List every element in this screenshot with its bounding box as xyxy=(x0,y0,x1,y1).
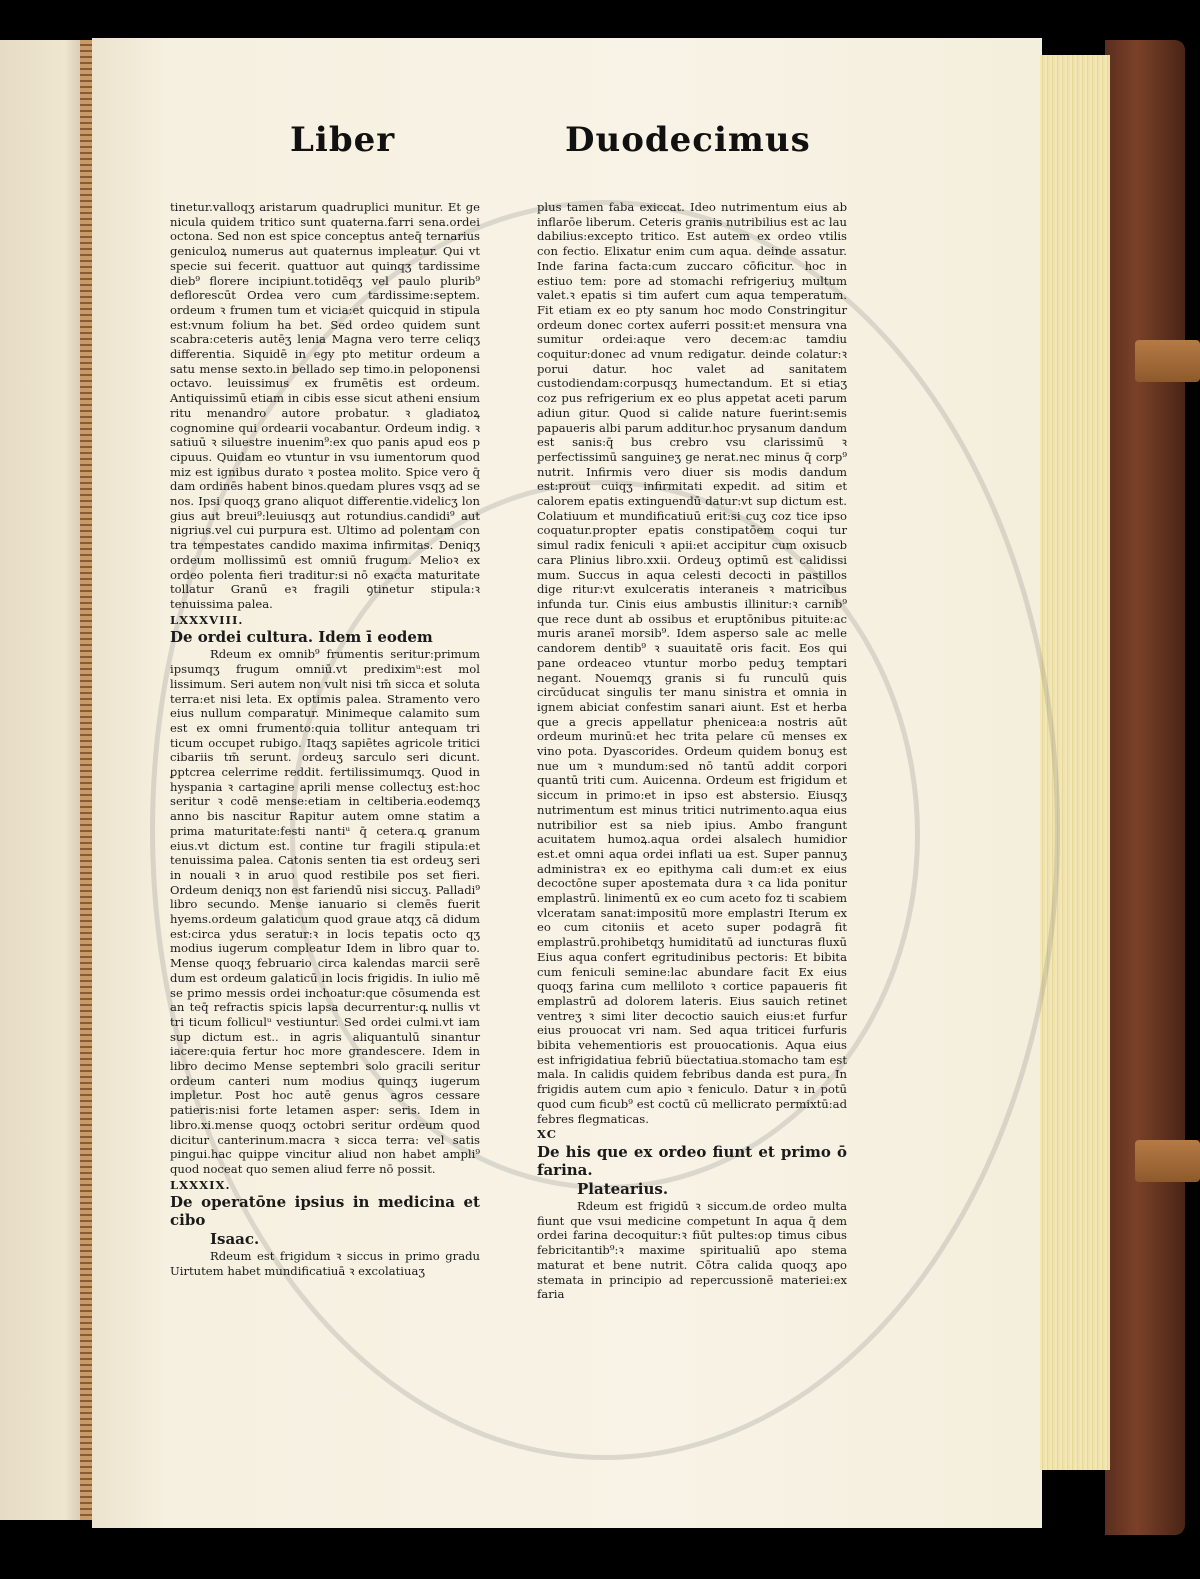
right-text-column xyxy=(537,200,847,1302)
chapter-heading: De his que ex ordeo fiunt et primo ō farina. xyxy=(537,1143,847,1179)
text-paragraph: Rdeum ex omnib⁹ frumentis seritur:primum ipsumqʒ frugum omniū.vt prediximᵘ:est mol lissimum. Seri autem non vult nisi tm̄ sicca et soluta terra:et nisi leta. Ex optimis palea. Stramento vero eius nullum comparatur. Minimeque calamito sum est ex omni frumento:quia tollitur antequam tri ticum occupet rubigo. Itaqʒ sapiētes agricole tritici cibariis tm̄ serunt. ordeuʒ sarculo seri dicunt. ꝑptcrea celerrime reddit. fertilissimumqʒ. Quod in hyspania ꝛ cartagine aprili mense collectuʒ est:hoc seritur ꝛ codē mense:etiam in celtiberia.eodemqʒ anno bis nascitur Rapitur autem omne statim a prima maturitate:festi nantiᵘ q̄ cetera.q꜡ granum eius.vt dictum est. contine tur fragili stipula:et tenuissima palea. Catonis senten tia est ordeuʒ seri in nouali ꝛ in aruo quod restibile pos set fieri. Ordeum deniqʒ non est fariendū nisi siccuʒ. Palladi⁹ libro secundo. Mense ianuario si clemēs fuerit hyems.ordeum galaticum quod graue atqʒ cā didum est:circa ydus seratur:ꝛ in locis tepatis octo qʒ modius iugerum compleatur Idem in libro quar to. Mense quoqʒ februario circa kalendas marcii serē dum est ordeum galaticū in locis frigidis. In iulio mē se primo messis ordei inchoatur:que cōsumenda est an teq̄ refractis spicis lapsa decurrentur:q꜡ nullis vt tri ticum folliculᵘ vestiuntur. Sed ordei culmi.vt iam sup dictum est.. in agris aliquantulū sinantur iacere:quia fertur hoc more grandescere. Idem in libro decimo Mense septembri solo gracili seritur ordeum canteri num modius quinqʒ iugerum impletur. Post hoc autē genus agros cessare patieris:nisi forte letamen asper: seris. Idem in libro.xi.mense quoqʒ octobri seritur ordeum quod dicitur canterinum.macra ꝛ sicca terra: vel satis pingui.hac quippe vincitur aliud non habet ampli⁹ quod noceat quo semen aliud ferre nō possit. xyxy=(170,647,480,1176)
left-text-column xyxy=(170,200,480,1279)
text-paragraph: Rdeum est frigidū ꝛ siccum.de ordeo multa fiunt que vsui medicine competunt In aqua q̄ dem ordei farina decoquitur:ꝛ fiūt pultes:op timus cibus febricitantib⁹:ꝛ maxime spiritualiū apo stema maturat et bene nutrit. Cōtra calida quoqʒ apo stemata in principio ad repercussionē materiei:ex faria xyxy=(537,1199,847,1302)
clasp-strap-lower xyxy=(1135,1140,1200,1182)
chapter-number: LXXXVIII. xyxy=(170,612,244,627)
chapter-heading: De operatōne ipsius in medicina et cibo xyxy=(170,1193,480,1230)
running-head-right: Duodecimus xyxy=(565,120,811,160)
text-paragraph: Rdeum est frigidum ꝛ siccus in primo gradu Uirtutem habet mundificatiuā ꝛ excolatiuaʒ xyxy=(170,1249,480,1279)
book-cover xyxy=(1105,40,1185,1535)
text-paragraph: tinetur.valloqʒ aristarum quadruplici munitur. Et ge nicula quidem tritico sunt quaterna.farri sena.ordei octona. Sed non est spice conceptus anteq̄ ternarius geniculoꝝ numerus aut quaternus impleatur. Qui vt specie sui fecerit. quattuor aut quinqʒ tardissime dieb⁹ florere incipiunt.totidēqʒ vel paulo plurib⁹ deflorescūt Ordea vero cum tardissime:septem. ordeum ꝛ frumen tum et vicia:et quicquid in stipula est:vnum folium ha bet. Sed ordeo quidem sunt scabra:ceteris autēʒ lenia Magna vero terre celiqʒ differentia. Siquidē in egy pto metitur ordeum a satu mense sexto.in bellado sep timo.in peloponensi octavo. leuissimus ex frumētis est ordeum. Antiquissimū etiam in cibis esse sicut atheni ensium ritu menandro autore probatur. ꝛ gladiatoꝝ cognomine qui ordearii vocabantur. Ordeum indig. ꝛ satiuū ꝛ siluestre inuenim⁹:ex quo panis apud eos p cipuus. Quidam eo vtuntur in vsu iumentorum quod miz est ignibus durato ꝛ postea molito. Spice vero q̄ dam ordinēs habent binos.quedam plures vsqʒ ad se nos. Ipsi quoqʒ grano aliquot differentie.videlicʒ lon gius aut breui⁹:leuiusqʒ aut rotundius.candidi⁹ aut nigrius.vel cui purpura est. Ultimo ad polentam con tra tempestates candido maxima infirmitas. Deniqʒ ordeum mollissimū est omniū frugum. Melioꝛ ex ordeo polenta fieri traditur:si nō exacta maturitate tollatur Granū eꝛ fragili ꝯtinetur stipula:ꝛ tenuissima palea. xyxy=(170,200,480,611)
chapter-heading: Isaac. xyxy=(210,1230,260,1249)
chapter-number: XC xyxy=(537,1127,558,1142)
text-paragraph: plus tamen faba exiccat. Ideo nutrimentum eius ab inflarōe liberum. Ceteris granis nutribilius est ac lau dabilius:excepto tritico. Est autem ex ordeo vtilis con fectio. Elixatur enim cum aqua. deinde assatur. Inde farina facta:cum zuccaro cōficitur. hoc in estiuo tem: pore ad stomachi refrigeriuʒ multum valet.ꝛ epatis si tim aufert cum aqua temperatum. Fit etiam ex eo pty sanum hoc modo Constringitur ordeum donec cortex auferri possit:et mensura vna sumitur ordei:aque vero decem:ac tamdiu coquitur:donec ad vnum redigatur. deinde colatur:ꝛ porui datur. hoc valet ad sanitatem custodiendam:corpusqʒ humectandum. Et si etiaʒ coz pus refrigerium ex eo plus appetat aceti parum adiun gitur. Quod si calide nature fuerint:semis papaueris albi parum additur.hoc prysanum dandum est sanis:q̄ bus crebro vsu clarissimū ꝛ perfectissimū sanguineʒ ge nerat.nec minus q̄ corp⁹ nutrit. Infirmis vero diuer sis modis dandum est:prout cuiqʒ infirmitati expedit. ad sitim et calorem epatis extinguendū datur:vt sup dictum est. Colatiuum et mundificatiuū erit:si cuʒ coz tice ipso coquatur.propter epatis constipatōem coqui tur simul radix feniculi ꝛ apii:et accipitur cum oxisucb cara Plinius libro.xxii. Ordeuʒ optimū est calidissi mum. Succus in aqua celesti decocti in pastillos dige ritur:vt exulceratis interaneis ꝛ matricibus infunda tur. Cinis eius ambustis illinitur:ꝛ carnib⁹ que rece dunt ab ossibus et eruptōnibus pituite:ac muris araneī morsib⁹. Idem asperso sale ac melle candorem dentib⁹ ꝛ suauitatē oris facit. Eos qui pane ordeaceo vtuntur morbo peduʒ temptari negant. Nouemqʒ granis si fu runculū quis circūducat singulis ter manu sinistra et omnia in ignem abiciat confestim sanari aiunt. Est et herba que a grecis appellatur phenicea:a nostris aūt ordeum murinū:et hec trita pelare cū menses ex vino pota. Dyascorides. Ordeum quidem bonuʒ est nue um ꝛ mundum:sed nō tantū addit corpori quantū triti cum. Auicenna. Ordeum est frigidum et siccum in primo:et in ipso est abstersio. Eiusqʒ nutrimentum est minus tritici nutrimento.aqua eius nutribilior est sa nieb ipius. Ambo frangunt acuitatem humoꝝ.aqua ordei alsalech humidior est.et omni aqua ordei inflati ua est. Super pannuʒ administraꝛ ex eo epithyma cali dum:et ex eius decoctōne super apostemata dura ꝛ ca lida ponitur emplastrū. linimentū ex eo cum aceto foz ti scabiem vlceratam sanat:impositū more emplastri Iterum ex eo cum citoniis et aceto super podagrā fit emplastrū.prohibetqʒ humiditatū ad iuncturas fluxū Eius aqua confert egritudinibus pectoris: Et bibita cum feniculi semine:lac abundare facit Ex eius quoqʒ farina cum melliloto ꝛ cortice papaueris fit emplastrū ad dolorem lateris. Eius sauich retinet ventreʒ ꝛ simi liter decoctio sauich eius:et furfur eius prouocat vri nam. Sed aqua triticei furfuris bibita vehementioris est prouocationis. Aqua eius est infrigidatiua febriū büectatiua.stomacho tam est mala. In calidis quidem febribus danda est pura. In frigidis autem cum apio ꝛ feniculo. Datur ꝛ in potū quod cum ficub⁹ est coctū cū mellicrato permixtū:ad febres flegmaticas. xyxy=(537,200,847,1126)
chapter-heading: Platearius. xyxy=(577,1180,669,1198)
chapter-number: LXXXIX. xyxy=(170,1177,231,1192)
chapter-heading: De ordei cultura. Idem ī eodem xyxy=(170,628,433,647)
running-head-left: Liber xyxy=(290,120,396,160)
left-page-edge xyxy=(0,40,92,1520)
clasp-strap-upper xyxy=(1135,340,1200,382)
